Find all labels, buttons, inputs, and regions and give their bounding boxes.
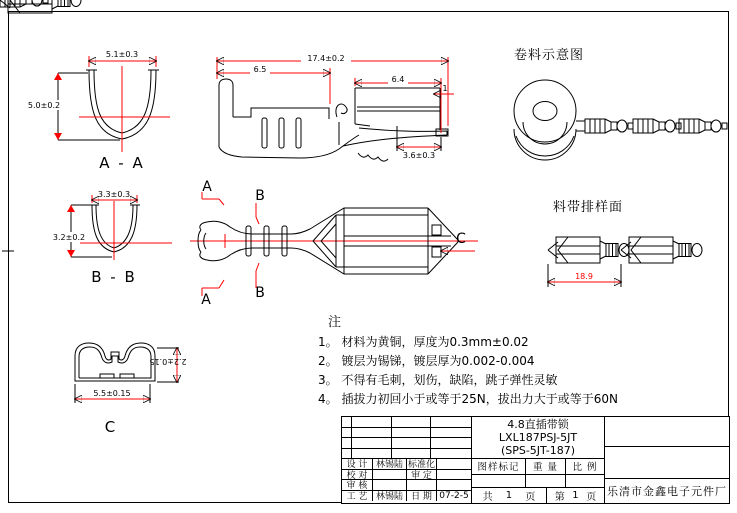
- sv-slot: [279, 118, 284, 148]
- sv-slot: [296, 118, 301, 148]
- bb-arrow-up: [67, 205, 75, 212]
- c-label: C: [104, 418, 118, 436]
- revision-cell: [431, 428, 471, 439]
- pv-tip-box: [432, 225, 441, 235]
- revision-cell: [392, 428, 431, 439]
- revision-cell: [431, 417, 471, 428]
- product-model: LXL187PSJ-5JT: [498, 431, 578, 445]
- revision-cell: [431, 438, 471, 449]
- page-number-cell: [547, 488, 604, 503]
- signature-grid: [342, 459, 471, 501]
- cell-empty: [407, 480, 437, 491]
- section-aa-view: [28, 50, 170, 172]
- mark-value: [472, 475, 526, 487]
- c-height-dim: 2.2±0.15: [149, 357, 187, 366]
- page-unit: 页: [525, 492, 536, 503]
- page-unit2: 页: [586, 492, 597, 503]
- revision-cell: [392, 438, 431, 449]
- aa-arrow-up: [54, 73, 62, 80]
- audit-label: 审 核: [342, 480, 373, 491]
- process-label: 工 艺: [342, 491, 373, 502]
- aa-label: A - A: [99, 154, 145, 172]
- bb-height-dim: 3.2±0.2: [52, 233, 86, 242]
- pv-bottom-edge: [200, 248, 428, 274]
- standard-label: 标准化: [407, 460, 435, 470]
- revision-cell: [352, 428, 392, 439]
- approve-label: 审 定: [407, 470, 437, 481]
- coil-flange: [514, 80, 576, 142]
- revision-cell: [392, 449, 431, 460]
- bb-label: B - B: [91, 268, 137, 286]
- pv-marker-a-top: A: [202, 179, 212, 195]
- total-label: 共: [482, 492, 493, 503]
- bb-width-dim: 3.3±0.3: [97, 190, 131, 199]
- product-title: [472, 417, 604, 459]
- mark-label: 图样标记: [472, 459, 526, 473]
- coil-wrap-arc2: [523, 122, 567, 144]
- sv-wing-ledge: [233, 108, 329, 119]
- coil-title: 卷料示意图: [514, 48, 585, 63]
- section-bb-view: [52, 190, 172, 286]
- total-pages: 1: [505, 490, 513, 501]
- weight-value: [526, 475, 566, 487]
- aa-height-dim: 5.0±0.2: [27, 101, 61, 110]
- processor-name: 林锡陆: [373, 491, 407, 502]
- bb-extension-lines: [71, 205, 112, 257]
- sv-thickness-dim: 1: [442, 84, 448, 93]
- weight-label: 重 量: [526, 459, 566, 473]
- check-label: 校 对: [342, 470, 373, 481]
- design-label: 设 计: [342, 459, 373, 470]
- page-label: 第: [554, 492, 565, 503]
- cell-empty: [437, 459, 471, 470]
- pv-leader-b-top: [256, 203, 259, 224]
- cell-empty: [373, 480, 407, 491]
- pv-top-edge: [200, 208, 428, 234]
- titleblock-right: [605, 417, 729, 503]
- attributes-header-row: [472, 459, 604, 474]
- sv-tongue: [343, 128, 447, 146]
- note-line: 4。 插拔力初回小于或等于25N，拔出力大于或等于60N: [318, 392, 618, 406]
- pv-tip-box: [432, 247, 441, 257]
- revision-cell: [431, 449, 471, 460]
- attributes-value-row: [472, 475, 604, 488]
- date-value: 07-2-5: [439, 490, 469, 501]
- sv-tail-dim: 3.6±0.3: [402, 151, 436, 160]
- aa-arrow-down: [54, 133, 62, 140]
- cell-empty: [605, 417, 729, 447]
- revision-cell: [352, 438, 392, 449]
- designer-name: 林锡陆: [373, 459, 407, 470]
- notes-block: [318, 311, 618, 409]
- pv-marker-a-bottom: A: [201, 292, 211, 308]
- chain-unit-3: [679, 119, 727, 133]
- chain-unit-1: [585, 119, 633, 133]
- titleblock-left: [342, 417, 472, 503]
- note-line: 1。 材料为黄铜，厚度为0.3mm±0.02: [318, 335, 529, 349]
- sv-lance: [336, 104, 347, 117]
- sv-right-ext: [355, 78, 441, 133]
- c-outer-contour: [75, 343, 155, 381]
- cell-empty: [437, 470, 471, 481]
- cell-empty: [605, 447, 729, 479]
- coil-view: [0, 0, 727, 160]
- title-block: [341, 416, 730, 504]
- note-line: 2。 镀层为锡锑，镀层厚为0.002-0.004: [318, 354, 535, 368]
- sv-sleeve: [355, 88, 440, 130]
- titleblock-middle: [472, 417, 605, 503]
- product-name: 4.8直插带锁: [507, 418, 569, 432]
- scale-value: [566, 475, 604, 487]
- sv-scallops: [358, 153, 388, 161]
- total-pages-cell: [472, 488, 547, 503]
- chain-unit-2: [633, 119, 681, 133]
- revision-cell: [342, 417, 352, 428]
- cell-empty: [373, 470, 407, 481]
- plan-view: [190, 179, 478, 308]
- pv-marker-b-top: B: [255, 188, 265, 204]
- pages-row: [472, 488, 604, 503]
- pv-marker-c: C: [456, 231, 466, 247]
- coil-lead-lines: [576, 121, 585, 131]
- revision-cell: [352, 449, 392, 460]
- coil-hole: [533, 102, 557, 121]
- c-inner-tabs: [100, 374, 134, 378]
- aa-width-dim: 5.1±0.3: [105, 50, 139, 59]
- section-c-view: [75, 343, 187, 436]
- sv-left-dim: 6.5: [253, 65, 267, 74]
- date-label: 日 期: [407, 491, 437, 502]
- revision-cell: [342, 438, 352, 449]
- c-width-dim: 5.5±0.15: [93, 389, 131, 398]
- revision-cell: [342, 449, 352, 460]
- strip-pitch-dim: 18.9: [575, 272, 593, 281]
- revision-cell: [392, 417, 431, 428]
- revision-cell: [342, 428, 352, 439]
- sv-overall-dim: 17.4±0.2: [307, 54, 345, 63]
- note-line: 3。 不得有毛刺，划伤，缺陷，跳子弹性灵敏: [318, 373, 558, 387]
- company-name: 乐清市金鑫电子元件厂: [607, 485, 727, 498]
- sv-right-dim: 6.4: [391, 75, 405, 84]
- strip-unit-1: [548, 237, 629, 263]
- pv-marker-b-bottom: B: [255, 285, 265, 301]
- bb-centerlines: [80, 201, 172, 260]
- strip-title: 料带排样面: [553, 200, 624, 215]
- sv-bottom-edge: [219, 135, 359, 158]
- scale-label: 比 例: [572, 462, 598, 474]
- sv-slot: [262, 118, 267, 148]
- revision-cell: [352, 417, 392, 428]
- product-model-alt: (SPS-5JT-187): [500, 444, 576, 458]
- bb-arrow-down: [67, 250, 75, 257]
- sv-left-tab: [219, 79, 233, 147]
- strip-unit-2: [621, 237, 702, 263]
- cell-empty: [437, 480, 471, 491]
- side-view: [217, 53, 454, 161]
- page-no: 1: [572, 490, 579, 501]
- revision-grid: [342, 417, 471, 459]
- notes-heading: 注: [328, 315, 342, 330]
